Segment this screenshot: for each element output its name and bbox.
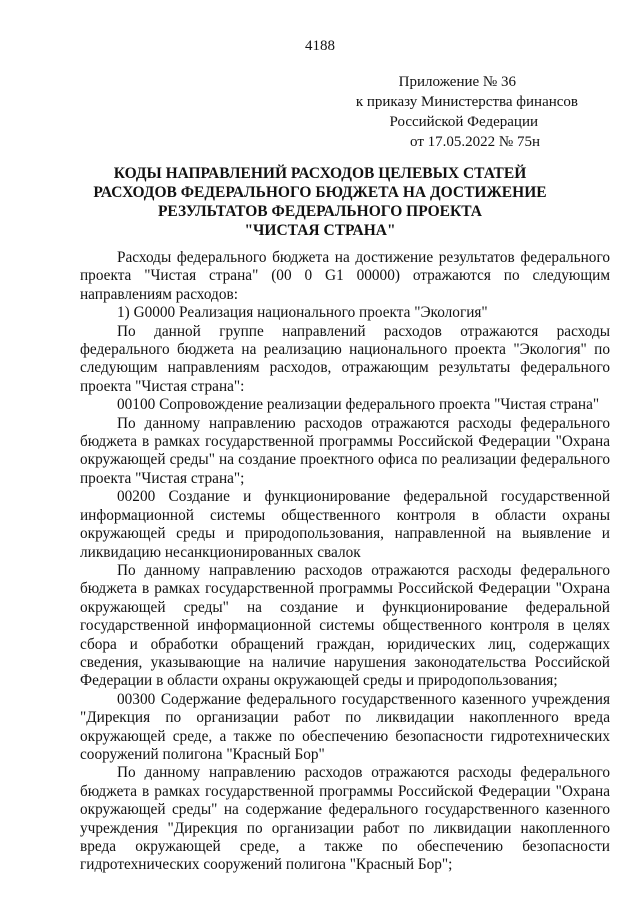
title-line: КОДЫ НАПРАВЛЕНИЙ РАСХОДОВ ЦЕЛЕВЫХ СТАТЕЙ <box>113 165 527 182</box>
paragraph: По данному направлению расходов отражаются расходы федерального бюджета в рамках государственной программы Российской Федерации "Охрана окружающей среды" на содержание федерального государственного казенного учреждения "Дирекция по организации работ по ликвидации накопленного вреда окружающей среде, а также по обеспечению безопасности гидротехнических сооружений полигона "Красный Бор"; <box>80 764 610 874</box>
paragraph: По данному направлению расходов отражаются расходы федерального бюджета в рамках государственной программы Российской Федерации "Охрана окружающей среды" на создание и функционирование федеральной государственной информационной системы общественного контроля в целях сбора и обработки обращений граждан, юридических лиц, содержащих сведения, указывающие на наличие нарушения законодательства Российской Федерации в области охраны окружающей среды и природопользования; <box>80 561 610 690</box>
title-line: РЕЗУЛЬТАТОВ ФЕДЕРАЛЬНОГО ПРОЕКТА <box>157 203 483 220</box>
paragraph-group-heading: 1) G0000 Реализация национального проекта "Экология" <box>117 304 488 322</box>
appendix-block <box>318 72 578 152</box>
appendix-line: Приложение № 36 <box>398 74 516 90</box>
appendix-line: к приказу Министерства финансов <box>355 94 578 110</box>
paragraph: По данному направлению расходов отражаются расходы федерального бюджета в рамках государственной программы Российской Федерации "Охрана окружающей среды" на создание проектного офиса по реализации федерального проекта "Чистая страна"; <box>80 414 610 487</box>
paragraph-intro: Расходы федерального бюджета на достижение результатов федерального проекта "Чистая страна" (00 0 G1 00000) отражаются по следующим направлениям расходов: <box>80 249 610 303</box>
document-title <box>0 164 640 240</box>
page-number: 4188 <box>305 38 335 54</box>
title-line: РАСХОДОВ ФЕДЕРАЛЬНОГО БЮДЖЕТА НА ДОСТИЖЕНИЕ <box>93 184 547 201</box>
appendix-line: Российской Федерации <box>389 114 538 130</box>
paragraph-code-heading: 00100 Сопровождение реализации федерального проекта "Чистая страна" <box>117 396 600 414</box>
appendix-line: от 17.05.2022 № 75н <box>410 134 540 150</box>
document-body <box>80 249 610 875</box>
paragraph-code-heading: 00200 Создание и функционирование федеральной государственной информационной системы общественного контроля в области охраны окружающей среды и природопользования, направленной на выявление и ликвидацию несанкционированных свалок <box>80 488 610 561</box>
paragraph: По данной группе направлений расходов отражаются расходы федерального бюджета на реализацию национального проекта "Экология" по следующим направлениям расходов, отражающим результаты федерального проекта "Чистая страна": <box>80 322 610 395</box>
title-line: "ЧИСТАЯ СТРАНА" <box>244 222 396 239</box>
paragraph-code-heading: 00300 Содержание федерального государственного казенного учреждения "Дирекция по организации работ по ликвидации накопленного вреда окружающей среде, а также по обеспечению безопасности гидротехнических сооружений полигона "Красный Бор" <box>80 690 610 763</box>
